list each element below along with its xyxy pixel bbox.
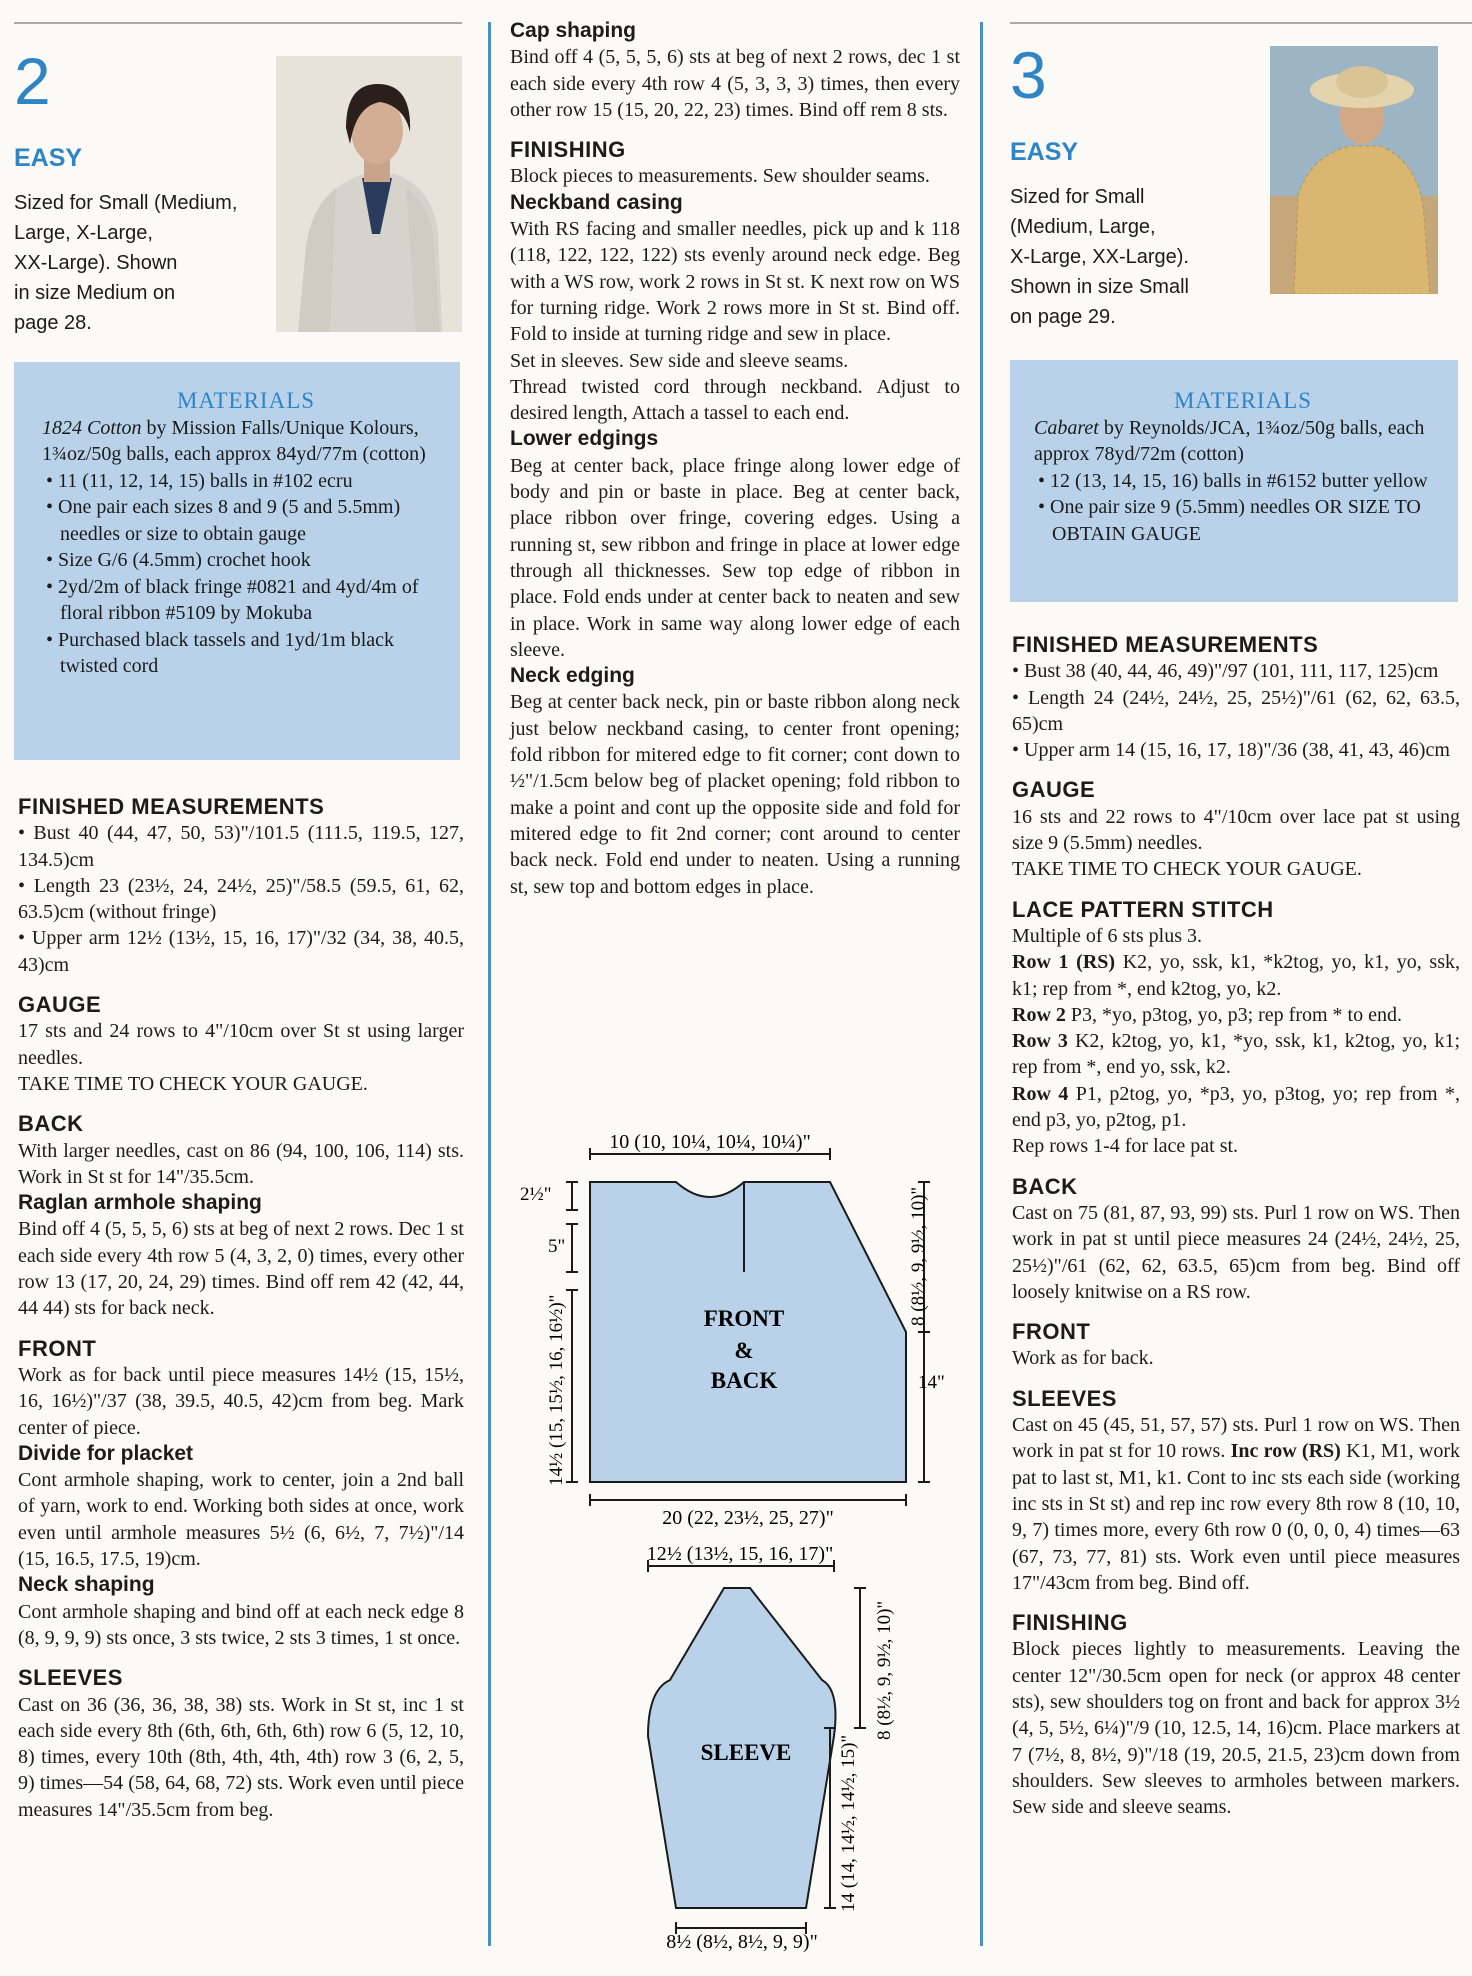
measurement-item: • Upper arm 12½ (13½, 15, 16, 17)"/32 (34, 38, 40.5, 43)cm bbox=[18, 927, 464, 976]
raglan-heading: Raglan armhole shaping bbox=[18, 1191, 262, 1215]
materials-yarn bbox=[42, 415, 450, 468]
cap-shaping-text: Bind off 4 (5, 5, 5, 6) sts at beg of next 2 rows, dec 1 st each side every 4th row 4 (5, 3, 3, 3) times, then every other row 15 (15, 20, 22, 23) times. Bind off rem 8 sts. bbox=[510, 46, 960, 121]
lace-intro: Multiple of 6 sts plus 3. bbox=[1012, 924, 1203, 947]
back-heading: BACK bbox=[1012, 1173, 1078, 1199]
front-label: FRONT bbox=[703, 1306, 785, 1331]
size-info: Sized for Small (Medium, Large, X-Large, XX-Large). Shown in size Medium on page 28. bbox=[14, 192, 238, 334]
back-text: With larger needles, cast on 86 (94, 100, 106, 114) sts. Work in St st for 14"/35.5cm. bbox=[18, 1139, 464, 1188]
lace-row bbox=[1012, 1081, 1460, 1134]
row-text: K2, yo, ssk, k1, *k2tog, yo, k1, yo, ssk, k1; rep from *, end k2tog, yo, k2. bbox=[1012, 951, 1460, 1000]
measurement-item: • Bust 40 (44, 47, 50, 53)"/101.5 (111.5, 119.5, 127, 134.5)cm bbox=[18, 822, 464, 871]
pattern2-instructions-col1 bbox=[18, 780, 464, 1823]
measurement-item: • Upper arm 14 (15, 16, 17, 18)"/36 (38, 41, 43, 46)cm bbox=[1012, 739, 1450, 762]
column-divider-right bbox=[980, 22, 983, 1946]
yarn-detail: by Mission Falls/Unique Kolours, 1¾oz/50g balls, each approx 84yd/77m (cotton) bbox=[42, 416, 426, 465]
front-text: Work as for back until piece measures 14½ (15, 15½, 16, 16½)"/37 (38, 39.5, 40.5, 42)cm from beg. Mark center of piece. bbox=[18, 1363, 464, 1439]
neck-edging-text: Beg at center back neck, pin or baste ribbon along neck just below neckband casing, to center front opening; fold ribbon for mitered edge to fit corner; cont down to ½"/1.5cm below beg of placket opening; fold ribbon to make a point and cont up the opposite side and fold for mitered edge to fit 2nd corner; cont around to center back neck. Fold end under to neaten. Using a running st, sew top and bottom edges in place. bbox=[510, 691, 960, 898]
materials-title: MATERIALS bbox=[176, 388, 316, 413]
row-text: P1, p2tog, yo, *p3, yo, p3tog, yo; rep from *, end p3, yo, p2tog, p1. bbox=[1012, 1082, 1460, 1132]
gauge-heading: GAUGE bbox=[18, 992, 102, 1018]
raglan-text: Bind off 4 (5, 5, 5, 6) sts at beg of next 2 rows. Dec 1 st each side every 4th row 5 (4, 3, 2, 0) times, every other row 13 (17, 20, 24, 29) times. Bind off rem 42 (42, 44, 44 44) sts for back neck. bbox=[18, 1218, 464, 1320]
sleeve-label: SLEEVE bbox=[700, 1740, 792, 1765]
finishing-text: Block pieces to measurements. Sew shoulder seams. bbox=[510, 165, 930, 188]
lower-length-dim: 14" bbox=[918, 1372, 945, 1393]
cap-shaping-heading: Cap shaping bbox=[510, 19, 637, 42]
neck-shaping-heading: Neck shaping bbox=[18, 1573, 155, 1597]
row-text: K2, k2tog, yo, k1, *yo, ssk, k1, k2tog, yo, k1; rep from *, end yo, ssk, k2. bbox=[1012, 1030, 1461, 1079]
sleeve-length-dim: 14 (14, 14½, 14½, 15)" bbox=[838, 1734, 859, 1912]
model-photo-yellow-sweater bbox=[1270, 46, 1438, 294]
back-label: BACK bbox=[710, 1368, 778, 1393]
sleeves-text: Cast on 36 (36, 36, 38, 38) sts. Work in St st, inc 1 st each side every 8th (6th, 6th, 6th, 6th) row 6 (5, 12, 10, 8) times, every 10th (8th, 4th, 4th, 4th) row 3 (6, 2, 5, 9) times—54 (58, 64, 68, 72) sts. Work even until piece measures 14"/35.5cm from beg. bbox=[18, 1693, 464, 1821]
sleeves-heading: SLEEVES bbox=[1012, 1385, 1117, 1411]
front-text: Work as for back. bbox=[1012, 1347, 1154, 1370]
materials-item: • Purchased black tassels and 1yd/1m black twisted cord bbox=[42, 627, 450, 680]
materials-item: • 12 (13, 14, 15, 16) balls in #6152 butter yellow bbox=[1034, 468, 1452, 495]
materials-item: • 11 (11, 12, 14, 15) balls in #102 ecru bbox=[42, 468, 450, 495]
body-width-dim: 20 (22, 23½, 25, 27)" bbox=[662, 1507, 834, 1529]
neck-shaping-text: Cont armhole shaping and bind off at each neck edge 8 (8, 9, 9, 9) sts once, 3 sts twice, 2 sts 3 times, 1 st once. bbox=[18, 1600, 464, 1649]
finishing-heading: FINISHING bbox=[510, 137, 626, 163]
neckband-text: With RS facing and smaller needles, pick up and k 118 (118, 122, 122, 122) sts evenly around neck edge. Beg with a WS row, work 2 rows in St st. K next row on WS for turning ridge. Work 2 rows more in St st. Bind off. Fold to inside at turning ridge and sew in place. bbox=[510, 218, 960, 346]
sleeves-text-a: Cast on 45 (45, 51, 57, 57) sts. Purl 1 row on WS. Then work in pat st for 10 rows. bbox=[1012, 1414, 1460, 1463]
lace-row bbox=[1012, 949, 1460, 1002]
lace-row bbox=[1012, 1028, 1460, 1081]
row-label: Row 3 bbox=[1012, 1030, 1068, 1053]
materials-box bbox=[14, 362, 460, 760]
sleeve-top-width: 12½ (13½, 15, 16, 17)" bbox=[646, 1543, 834, 1565]
finished-measurements-heading: FINISHED MEASUREMENTS bbox=[1012, 632, 1319, 657]
materials-item: • Size G/6 (4.5mm) crochet hook bbox=[42, 547, 450, 574]
skill-level: EASY bbox=[14, 144, 83, 172]
materials-list bbox=[42, 468, 450, 680]
pattern-number: 2 bbox=[14, 44, 51, 118]
neckband-heading: Neckband casing bbox=[510, 190, 683, 214]
materials-item: • 2yd/2m of black fringe #0821 and 4yd/4m of floral ribbon #5109 by Mokuba bbox=[42, 574, 450, 627]
front-heading: FRONT bbox=[18, 1335, 97, 1361]
materials-box bbox=[1010, 360, 1458, 602]
top-rule-left bbox=[14, 22, 462, 24]
set-in-sleeves-text: Set in sleeves. Sew side and sleeve seams. bbox=[510, 349, 849, 372]
size-info: Sized for Small (Medium, Large, X-Large, XX-Large). Shown in size Small on page 29. bbox=[1010, 186, 1189, 328]
back-heading: BACK bbox=[18, 1111, 84, 1137]
materials-item: • One pair size 9 (5.5mm) needles OR SIZE TO OBTAIN GAUGE bbox=[1034, 494, 1452, 547]
pattern3-instructions bbox=[1012, 618, 1460, 1820]
neck-drop-dim: 2½" bbox=[520, 1184, 552, 1205]
materials-item: • One pair each sizes 8 and 9 (5 and 5.5mm) needles or size to obtain gauge bbox=[42, 494, 450, 547]
lace-repeat: Rep rows 1-4 for lace pat st. bbox=[1012, 1135, 1239, 1158]
row-text: P3, *yo, p3tog, yo, p3; rep from * to end. bbox=[1065, 1003, 1402, 1026]
body-top-width: 10 (10, 10¼, 10¼, 10¼)" bbox=[609, 1131, 811, 1153]
row-label: Row 2 bbox=[1012, 1003, 1066, 1026]
ampersand-label: & bbox=[734, 1338, 754, 1363]
top-rule-right bbox=[1010, 22, 1472, 24]
gauge-heading: GAUGE bbox=[1012, 777, 1096, 803]
pattern2-instructions-col2 bbox=[510, 4, 960, 900]
armhole-depth-dim: 8 (8½, 9, 9½, 10)" bbox=[908, 1186, 929, 1326]
front-back-shape bbox=[590, 1182, 906, 1482]
column-divider-left bbox=[488, 22, 491, 1946]
row-label: Row 1 (RS) bbox=[1012, 951, 1116, 974]
placket-dim: 5" bbox=[548, 1236, 566, 1257]
yarn-detail: by Reynolds/JCA, 1¾oz/50g balls, each approx 78yd/72m (cotton) bbox=[1034, 416, 1425, 465]
sleeves-text bbox=[1012, 1412, 1460, 1596]
front-heading: FRONT bbox=[1012, 1319, 1091, 1345]
materials-title: MATERIALS bbox=[1173, 388, 1313, 413]
finishing-heading: FINISHING bbox=[1012, 1610, 1128, 1636]
sleeves-heading: SLEEVES bbox=[18, 1665, 123, 1691]
lace-row bbox=[1012, 1002, 1460, 1028]
gauge-text: 17 sts and 24 rows to 4"/10cm over St st using larger needles. bbox=[18, 1020, 464, 1069]
twisted-cord-text: Thread twisted cord through neckband. Adjust to desired length, Attach a tassel to each end. bbox=[510, 375, 960, 425]
model-photo-ecru-sweater bbox=[276, 56, 462, 332]
lace-pattern-heading: LACE PATTERN STITCH bbox=[1012, 896, 1274, 922]
measurement-item: • Bust 38 (40, 44, 46, 49)"/97 (101, 111, 117, 125)cm bbox=[1012, 660, 1439, 683]
materials-list bbox=[1034, 468, 1452, 548]
gauge-check: TAKE TIME TO CHECK YOUR GAUGE. bbox=[18, 1072, 368, 1095]
materials-yarn bbox=[1034, 415, 1452, 468]
finished-measurements-heading: FINISHED MEASUREMENTS bbox=[18, 794, 325, 819]
yarn-name: Cabaret bbox=[1034, 416, 1099, 439]
schematic-diagram bbox=[510, 1120, 960, 1960]
lower-edgings-heading: Lower edgings bbox=[510, 427, 659, 451]
gauge-check: TAKE TIME TO CHECK YOUR GAUGE. bbox=[1012, 858, 1362, 881]
yarn-name: 1824 Cotton bbox=[42, 416, 142, 439]
sleeve-cap-dim: 8 (8½, 9, 9½, 10)" bbox=[874, 1600, 895, 1740]
neck-edging-heading: Neck edging bbox=[510, 664, 635, 688]
finishing-text: Block pieces lightly to measurements. Leaving the center 12"/30.5cm open for neck (or approx 48 center sts), sew shoulders tog on front and back for approx 3½ (4, 5, 5½, 6¼)"/9 (10, 12.5, 14, 16)cm. Place markers at 7 (7½, 8, 8½, 9)"/18 (19, 20.5, 21.5, 23)cm down from shoulders. Sew sleeves to armholes between markers. Sew side and sleeve seams. bbox=[1012, 1638, 1460, 1819]
sleeve-bottom-dim: 8½ (8½, 8½, 9, 9)" bbox=[666, 1931, 818, 1953]
placket-heading: Divide for placket bbox=[18, 1441, 194, 1465]
inc-row-label: Inc row (RS) bbox=[1230, 1440, 1341, 1463]
pattern-number: 3 bbox=[1010, 38, 1047, 112]
measurement-item: • Length 24 (24½, 24½, 25, 25½)"/61 (62, 62, 63.5, 65)cm bbox=[1012, 686, 1460, 735]
row-label: Row 4 bbox=[1012, 1082, 1069, 1105]
back-text: Cast on 75 (81, 87, 93, 99) sts. Purl 1 row on WS. Then work in pat st until piece measures 24 (24½, 24½, 25, 25½)"/61 (62, 62, 63.5, 65)cm from beg. Bind off loosely knitwise on a RS row. bbox=[1012, 1201, 1460, 1303]
lower-edgings-text: Beg at center back, place fringe along lower edge of body and pin or baste in place. Beg at center back, place ribbon over fringe, covering edges. Using a running st, sew ribbon and fringe in place at lower edge through all thicknesses. Sew top edge of ribbon in place. Fold ends under at center back to neaten and sew in place. Work in same way along lower edge of each sleeve. bbox=[510, 454, 960, 661]
placket-text: Cont armhole shaping, work to center, join a 2nd ball of yarn, work to end. Working both sides at once, work even until armhole measures 5½ (6, 6½, 7, 7½)"/14 (15, 16.5, 17.5, 19)cm. bbox=[18, 1469, 464, 1571]
gauge-text: 16 sts and 22 rows to 4"/10cm over lace pat st using size 9 (5.5mm) needles. bbox=[1012, 805, 1460, 855]
measurement-item: • Length 23 (23½, 24, 24½, 25)"/58.5 (59.5, 61, 62, 63.5)cm (without fringe) bbox=[18, 874, 464, 924]
body-length-dim: 14½ (15, 15½, 16, 16½)" bbox=[546, 1294, 567, 1486]
skill-level: EASY bbox=[1010, 138, 1079, 166]
sleeves-text-b: K1, M1, work pat to last st, M1, k1. Cont to inc sts each side (working inc sts in St st) and rep inc row every 8th row 8 (10, 10, 9, 7) times more, every 6th row 0 (0, 0, 0, 4) times—63 (67, 73, 77, 81) sts. Work even until piece measures 17"/43cm from beg. Bind off. bbox=[1012, 1440, 1460, 1594]
